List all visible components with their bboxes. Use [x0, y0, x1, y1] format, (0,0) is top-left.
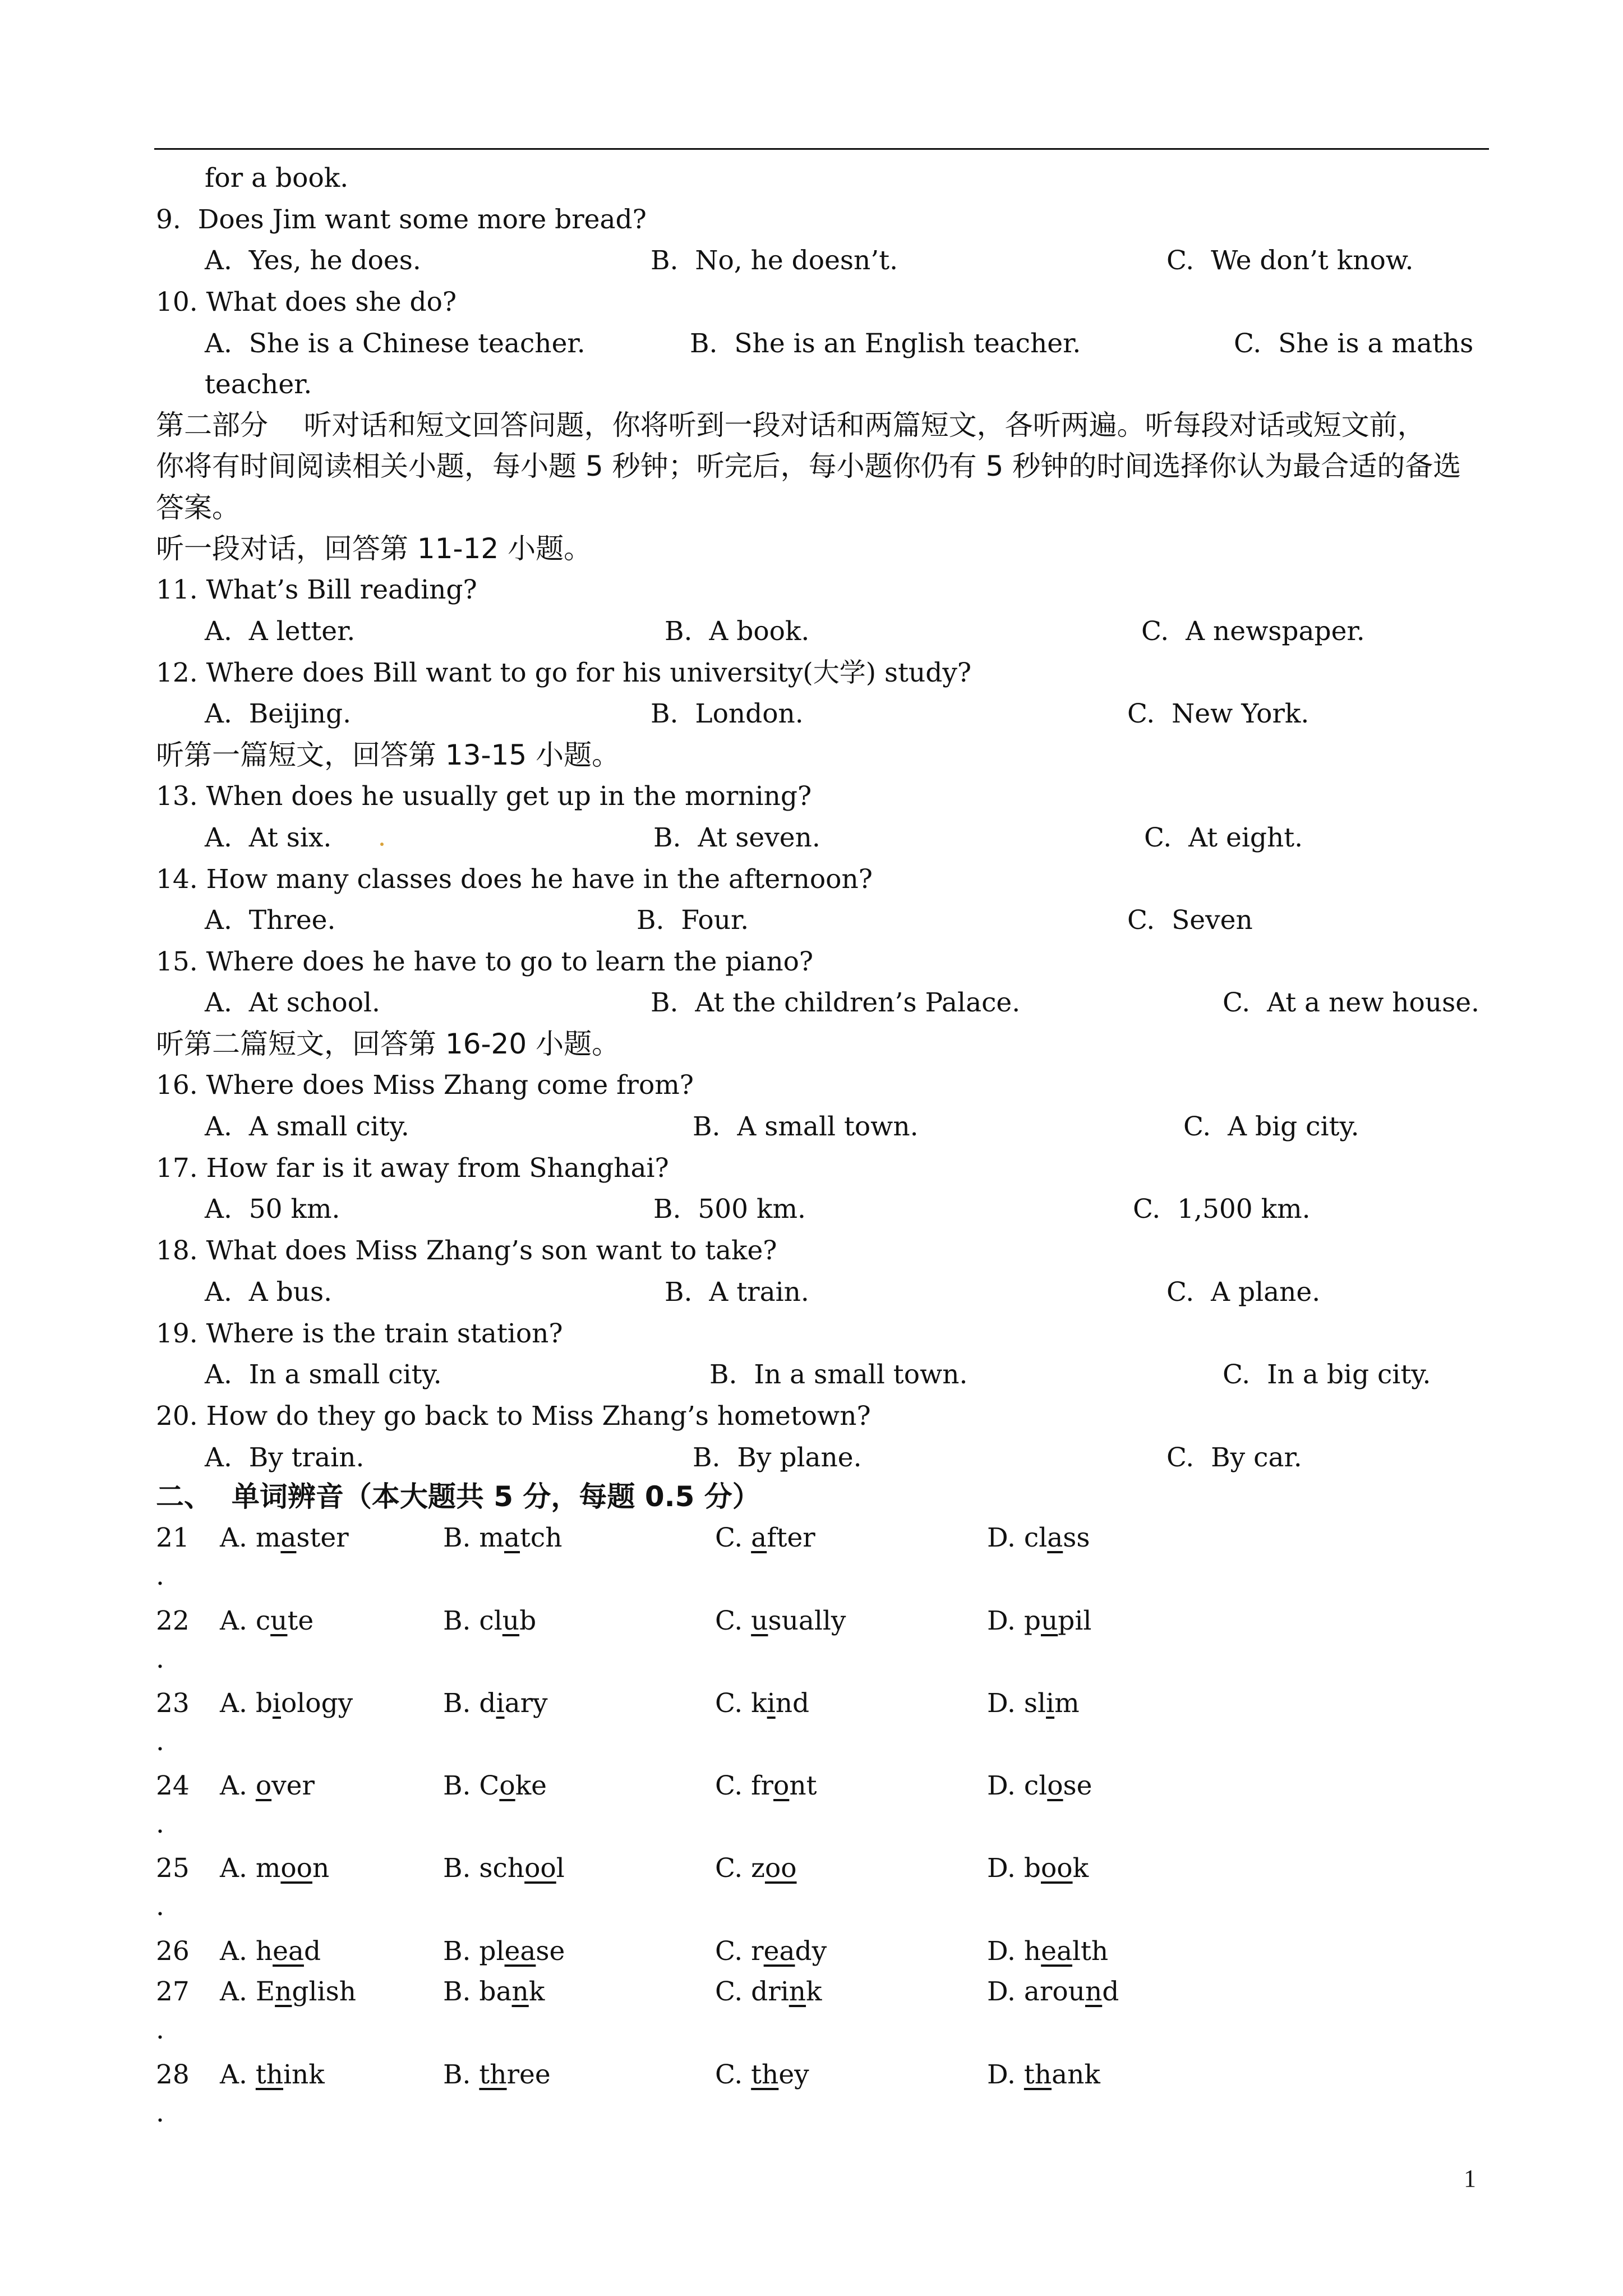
- q12-option-a: A. Beijing.: [205, 698, 352, 729]
- q16-option-b: B. A small town.: [693, 1111, 919, 1142]
- phonetics-option: B. Coke: [443, 1770, 547, 1801]
- part2-instructions-2: 你将有时间阅读相关小题，每小题 5 秒钟；听完后，每小题你仍有 5 秒钟的时间选择你认为最合适的备选: [156, 450, 1461, 482]
- underlined-letters: a: [280, 1522, 297, 1553]
- underlined-letters: oo: [524, 1853, 556, 1884]
- question-19: 19. Where is the train station?: [156, 1318, 563, 1349]
- underlined-letters: i: [496, 1688, 505, 1719]
- phonetics-option: D. around: [987, 1976, 1119, 2007]
- phonetics-option: A. master: [220, 1522, 349, 1553]
- q16-option-a: A. A small city.: [205, 1111, 409, 1142]
- q13-option-c: C. At eight.: [1144, 822, 1303, 853]
- underlined-letters: n: [789, 1976, 806, 2007]
- q19-option-b: B. In a small town.: [709, 1359, 968, 1390]
- q12-option-b: B. London.: [651, 698, 804, 729]
- phonetics-option: C. drink: [715, 1976, 822, 2007]
- q20-option-b: B. By plane.: [693, 1442, 862, 1473]
- question-13: 13. When does he usually get up in the morning?: [156, 781, 812, 812]
- q19-option-a: A. In a small city.: [205, 1359, 442, 1390]
- q9-option-c: C. We don’t know.: [1166, 245, 1414, 276]
- question-12: 12. Where does Bill want to go for his university(大学) study?: [156, 657, 972, 688]
- q14-option-a: A. Three.: [205, 905, 336, 936]
- phonetics-option: A. head: [220, 1936, 321, 1967]
- dialog-heading: 听一段对话，回答第 11-12 小题。: [156, 532, 592, 565]
- underlined-letters: n: [511, 1976, 529, 2007]
- underlined-letters: n: [275, 1976, 292, 2007]
- underlined-letters: o: [499, 1770, 515, 1801]
- phonetics-option: A. think: [220, 2059, 325, 2090]
- q14-option-c: C. Seven: [1127, 905, 1253, 936]
- phonetics-option: B. please: [443, 1936, 565, 1967]
- phonetics-option: D. health: [987, 1936, 1109, 1967]
- q16-option-c: C. A big city.: [1183, 1111, 1359, 1142]
- underlined-letters: ea: [273, 1936, 304, 1967]
- phonetics-number: 23: [156, 1688, 190, 1719]
- underlined-letters: ea: [1041, 1936, 1073, 1967]
- underlined-letters: u: [270, 1605, 288, 1636]
- underlined-letters: ea: [763, 1936, 795, 1967]
- underlined-letters: i: [767, 1688, 776, 1719]
- phonetics-option: C. usually: [715, 1605, 846, 1636]
- q13-option-b: B. At seven.: [653, 822, 820, 853]
- phonetics-option: C. ready: [715, 1936, 827, 1967]
- q10-option-c: C. She is a maths: [1234, 328, 1474, 359]
- phonetics-option: D. close: [987, 1770, 1092, 1801]
- phonetics-option: B. diary: [443, 1688, 548, 1719]
- phonetics-option: D. class: [987, 1522, 1090, 1553]
- question-15: 15. Where does he have to go to learn the piano?: [156, 946, 814, 977]
- underlined-letters: i: [272, 1688, 281, 1719]
- phonetics-option: B. match: [443, 1522, 562, 1553]
- underlined-letters: th: [1023, 2059, 1052, 2090]
- phonetics-option: B. school: [443, 1853, 565, 1884]
- underlined-letters: i: [1046, 1688, 1055, 1719]
- phonetics-number: 21: [156, 1522, 190, 1553]
- q12-option-c: C. New York.: [1127, 698, 1310, 729]
- question-20: 20. How do they go back to Miss Zhang’s hometown?: [156, 1401, 871, 1432]
- q19-option-c: C. In a big city.: [1223, 1359, 1431, 1390]
- row-dot: .: [156, 1561, 164, 1591]
- row-dot: .: [156, 1726, 164, 1757]
- underlined-letters: a: [504, 1522, 520, 1553]
- page-number: 1: [1464, 2165, 1476, 2192]
- question-17: 17. How far is it away from Shanghai?: [156, 1153, 669, 1184]
- underlined-letters: ea: [504, 1936, 536, 1967]
- text1-heading: 听第一篇短文，回答第 13-15 小题。: [156, 739, 620, 771]
- q9-option-a: A. Yes, he does.: [205, 245, 421, 276]
- underlined-letters: n: [1085, 1976, 1103, 2007]
- continued-text: for a book.: [205, 163, 349, 194]
- text2-heading: 听第二篇短文，回答第 16-20 小题。: [156, 1028, 620, 1060]
- phonetics-option: B. three: [443, 2059, 551, 2090]
- q15-option-a: A. At school.: [205, 987, 380, 1018]
- ink-speck: [380, 843, 384, 846]
- phonetics-option: D. book: [987, 1853, 1089, 1884]
- row-dot: .: [156, 1644, 164, 1674]
- q10-option-b: B. She is an English teacher.: [690, 328, 1081, 359]
- phonetics-option: A. English: [220, 1976, 356, 2007]
- underlined-letters: th: [751, 2059, 779, 2090]
- q20-option-a: A. By train.: [205, 1442, 365, 1473]
- q17-option-c: C. 1,500 km.: [1133, 1194, 1311, 1225]
- question-10: 10. What does she do?: [156, 287, 457, 318]
- q18-option-c: C. A plane.: [1166, 1277, 1321, 1308]
- phonetics-number: 28: [156, 2059, 190, 2090]
- q10-option-a: A. She is a Chinese teacher.: [205, 328, 585, 359]
- underlined-letters: a: [1047, 1522, 1063, 1553]
- phonetics-option: D. thank: [987, 2059, 1100, 2090]
- underlined-letters: o: [255, 1770, 272, 1801]
- part2-instructions-3: 答案。: [156, 491, 240, 524]
- q17-option-a: A. 50 km.: [205, 1194, 340, 1225]
- phonetics-number: 25: [156, 1853, 190, 1884]
- phonetics-number: 26: [156, 1936, 190, 1967]
- q15-option-c: C. At a new house.: [1223, 987, 1479, 1018]
- q11-option-a: A. A letter.: [205, 616, 356, 647]
- question-16: 16. Where does Miss Zhang come from?: [156, 1070, 694, 1101]
- question-14: 14. How many classes does he have in the afternoon?: [156, 864, 873, 895]
- header-rule: [154, 148, 1489, 150]
- q11-option-b: B. A book.: [665, 616, 810, 647]
- phonetics-number: 22: [156, 1605, 190, 1636]
- q17-option-b: B. 500 km.: [653, 1194, 806, 1225]
- phonetics-option: C. zoo: [715, 1853, 797, 1884]
- phonetics-option: B. bank: [443, 1976, 545, 2007]
- row-dot: .: [156, 1809, 164, 1839]
- phonetics-number: 27: [156, 1976, 190, 2007]
- q18-option-a: A. A bus.: [205, 1277, 333, 1308]
- underlined-letters: oo: [764, 1853, 797, 1884]
- q20-option-c: C. By car.: [1166, 1442, 1302, 1473]
- question-11: 11. What’s Bill reading?: [156, 574, 477, 605]
- phonetics-option: D. pupil: [987, 1605, 1092, 1636]
- q11-option-c: C. A newspaper.: [1141, 616, 1365, 647]
- underlined-letters: o: [773, 1770, 790, 1801]
- q10-option-c-cont: teacher.: [205, 369, 312, 400]
- phonetics-option: C. front: [715, 1770, 817, 1801]
- underlined-letters: u: [502, 1605, 520, 1636]
- row-dot: .: [156, 1891, 164, 1922]
- q9-option-b: B. No, he doesn’t.: [651, 245, 898, 276]
- part2-instructions-1: 第二部分 听对话和短文回答问题，你将听到一段对话和两篇短文，各听两遍。听每段对话或短文前，: [156, 409, 1426, 441]
- underlined-letters: o: [1047, 1770, 1063, 1801]
- q18-option-b: B. A train.: [665, 1277, 809, 1308]
- q15-option-b: B. At the children’s Palace.: [651, 987, 1021, 1018]
- underlined-letters: u: [1040, 1605, 1058, 1636]
- q14-option-b: B. Four.: [637, 905, 749, 936]
- phonetics-option: B. club: [443, 1605, 537, 1636]
- phonetics-number: 24: [156, 1770, 190, 1801]
- phonetics-option: A. over: [220, 1770, 315, 1801]
- phonetics-option: C. kind: [715, 1688, 810, 1719]
- question-9: 9. Does Jim want some more bread?: [156, 204, 647, 235]
- phonetics-option: D. slim: [987, 1688, 1080, 1719]
- phonetics-option: C. they: [715, 2059, 809, 2090]
- section-2-title: 二、 单词辨音（本大题共 5 分，每题 0.5 分）: [156, 1480, 760, 1513]
- phonetics-option: A. cute: [220, 1605, 314, 1636]
- underlined-letters: a: [751, 1522, 767, 1553]
- q13-option-a: A. At six.: [205, 822, 332, 853]
- phonetics-option: A. biology: [220, 1688, 353, 1719]
- underlined-letters: oo: [1040, 1853, 1073, 1884]
- question-18: 18. What does Miss Zhang’s son want to take?: [156, 1235, 777, 1266]
- underlined-letters: th: [255, 2059, 283, 2090]
- phonetics-option: C. after: [715, 1522, 815, 1553]
- row-dot: .: [156, 2014, 164, 2045]
- phonetics-option: A. moon: [220, 1853, 330, 1884]
- underlined-letters: u: [751, 1605, 768, 1636]
- underlined-letters: th: [479, 2059, 507, 2090]
- row-dot: .: [156, 2097, 164, 2128]
- underlined-letters: oo: [280, 1853, 312, 1884]
